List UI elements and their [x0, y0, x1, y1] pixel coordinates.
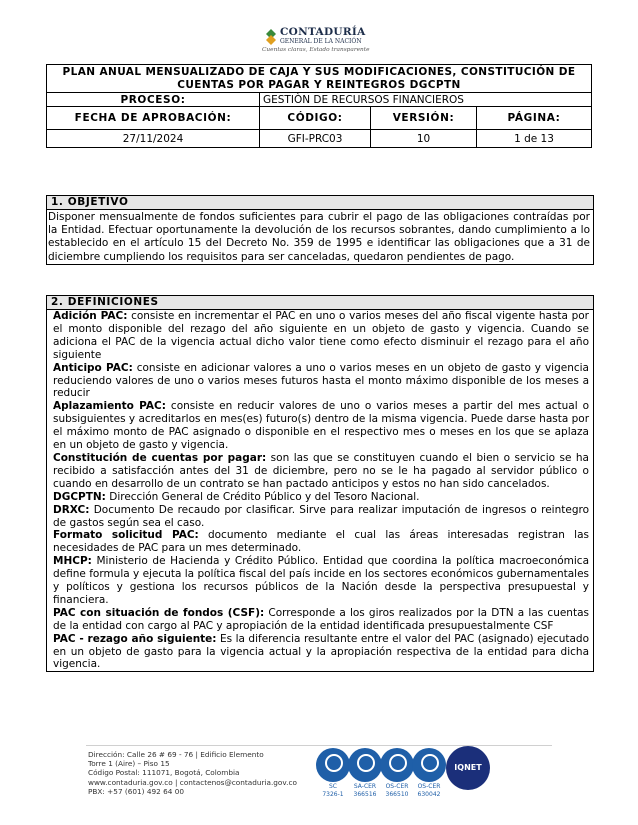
proceso-label: PROCESO:	[47, 93, 260, 107]
definition-term: DGCPTN:	[53, 490, 106, 503]
definition-term: Aplazamiento PAC:	[53, 400, 166, 413]
certification-seal-icon	[316, 748, 350, 782]
proceso-value: GESTIÒN DE RECURSOS FINANCIEROS	[260, 93, 592, 107]
certification-number: 630042	[417, 791, 441, 798]
fecha-label: FECHA DE APROBACIÓN:	[47, 107, 260, 130]
definition-item	[53, 529, 589, 555]
definition-item	[53, 362, 589, 401]
definition-term: Formato solicitud PAC:	[53, 529, 199, 542]
certification-number: 366516	[353, 791, 377, 798]
definition-text: Es la diferencia resultante entre el valor del PAC (asignado) ejecutado en un objeto de gasto para la vigencia actual y la apropiación respectiva de la entidad para dicha vigencia.	[53, 632, 589, 671]
definition-term: DRXC:	[53, 503, 90, 516]
definition-item	[53, 491, 589, 504]
definition-term: Adición PAC:	[53, 310, 128, 322]
definition-term: PAC con situación de fondos (CSF):	[53, 606, 265, 619]
footer-contact	[88, 750, 297, 796]
logo-tagline: Cuentas claras, Estado transparente	[262, 47, 370, 53]
pagina-label: PÁGINA:	[477, 107, 592, 130]
certification-number: 7326-1	[322, 791, 344, 798]
certification-badge	[380, 748, 414, 798]
logo-subtitle: GENERAL DE LA NACIÓN	[280, 38, 362, 45]
certification-badge	[348, 748, 382, 798]
certification-seal-icon	[412, 748, 446, 782]
definition-item	[53, 633, 589, 672]
definition-item	[53, 452, 589, 491]
objetivo-text: Disponer mensualmente de fondos suficientes para cubrir el pago de las obligaciones contraídas por la Entidad. Efectuar oportunamente la devolución de los recursos sobrantes, dando cumplimiento a lo establecido en el artículo 15 del Decreto No. 359 de 1995 e identificar las obligaciones que a 31 de diciembre cumpliendo los requisitos para ser canceladas, quedaron pendientes de pago.	[48, 211, 590, 263]
definition-item	[53, 504, 589, 530]
objetivo-section	[46, 195, 594, 265]
certification-seal-icon	[380, 748, 414, 782]
definition-text: Dirección General de Crédito Público y del Tesoro Nacional.	[105, 490, 420, 503]
certification-seal-icon	[348, 748, 382, 782]
definition-text: Corresponde a los giros realizados por la DTN a las cuentas de la entidad con cargo al PAC y apropiación de la entidad identificada presupuestalmente CSF	[53, 606, 589, 632]
document-title: PLAN ANUAL MENSUALIZADO DE CAJA Y SUS MODIFICACIONES, CONSTITUCIÓN DE CUENTAS POR PAGAR Y REINTEGROS DGCPTN	[47, 65, 592, 93]
definition-term: PAC - rezago año siguiente:	[53, 632, 217, 645]
definition-item	[53, 400, 589, 452]
definition-item	[53, 310, 589, 362]
certification-badge	[316, 748, 350, 798]
definition-term: MHCP:	[53, 555, 92, 568]
certification-code: OS-CER	[385, 783, 409, 790]
definition-text: Documento De recaudo por clasificar. Sirve para realizar imputación de ingresos o reintegro de gastos según sea el caso.	[53, 503, 589, 529]
iqnet-logo: IQNET	[446, 746, 490, 790]
certification-code: OS-CER	[417, 783, 441, 790]
definition-text: consiste en incrementar el PAC en uno o varios meses del año fiscal vigente hasta por el monto disponible del rezago del año siguiente en un objeto de gasto y vigencia. Cuando se adiciona el PAC de la vigencia actual dicho valor tiene como efecto disminuir el rezago para el año siguiente	[53, 310, 590, 361]
codigo-label: CÓDIGO:	[260, 107, 371, 130]
certification-badge	[412, 748, 446, 798]
definiciones-heading: 2. DEFINICIONES	[47, 296, 593, 310]
version-label: VERSIÓN:	[371, 107, 477, 130]
contaduria-logo	[262, 26, 378, 56]
footer-phone: PBX: +57 (601) 492 64 00	[88, 786, 184, 796]
fecha-value: 27/11/2024	[47, 130, 260, 148]
definition-term: Anticipo PAC:	[53, 361, 133, 374]
certification-code: SA-CER	[353, 783, 377, 790]
codigo-value: GFI-PRC03	[260, 130, 371, 148]
definition-term: Constitución de cuentas por pagar:	[53, 451, 267, 464]
footer-web-link[interactable]: www.contaduria.gov.co | contactenos@contaduria.gov.co	[88, 777, 297, 787]
logo-brand: CONTADURÍA	[280, 26, 366, 38]
objetivo-heading: 1. OBJETIVO	[47, 196, 593, 210]
pagina-value: 1 de 13	[477, 130, 592, 148]
footer-address: Dirección: Calle 26 # 69 - 76 | Edificio Elemento	[88, 750, 264, 759]
footer-tower: Torre 1 (Aire) – Piso 15	[88, 759, 170, 769]
certification-number: 366510	[385, 791, 409, 798]
logo-emblem-icon	[264, 28, 278, 46]
definition-item	[53, 607, 589, 633]
definition-item	[53, 555, 589, 607]
definition-text: consiste en adicionar valores a uno o varios meses en un objeto de gasto y vigencia reduciendo valores de uno o varios meses futuros hasta el monto máximo disponible de los meses a reducir	[53, 361, 589, 400]
footer-divider	[86, 745, 552, 746]
definition-text: son las que se constituyen cuando el bien o servicio se ha recibido a satisfacción antes del 31 de diciembre, pero no se le ha pagado al servidor público o cuando en desarrollo de un contrato se han pactado anticipos y estos no han sido cancelados.	[53, 451, 589, 490]
definition-text: consiste en reducir valores de uno o varios meses a partir del mes actual o subsiguientes y acreditarlos en mes(es) futuro(s) dentro de la misma vigencia. Puede darse hasta por el máximo monto de PAC asignado o disponible en el respectivo mes o meses en los que se aplaza en un objeto de gasto y vigencia.	[53, 400, 590, 452]
footer-postal: Código Postal: 111071, Bogotá, Colombia	[88, 768, 240, 778]
definiciones-section	[46, 295, 594, 672]
version-value: 10	[371, 130, 477, 148]
definition-text: Ministerio de Hacienda y Crédito Público. Entidad que coordina la política macroeconómica define formula y ejecuta la política fiscal del país incide en los sectores económicos gubernamentales y políticos y gestiona los recursos públicos de la Nación desde la perspectiva presupuestal y financiera.	[53, 555, 589, 606]
certification-code: SC	[329, 783, 337, 790]
definition-text: documento mediante el cual las áreas interesadas registran las necesidades de PAC para un mes determinado.	[53, 529, 590, 555]
document-header-table	[46, 64, 592, 148]
